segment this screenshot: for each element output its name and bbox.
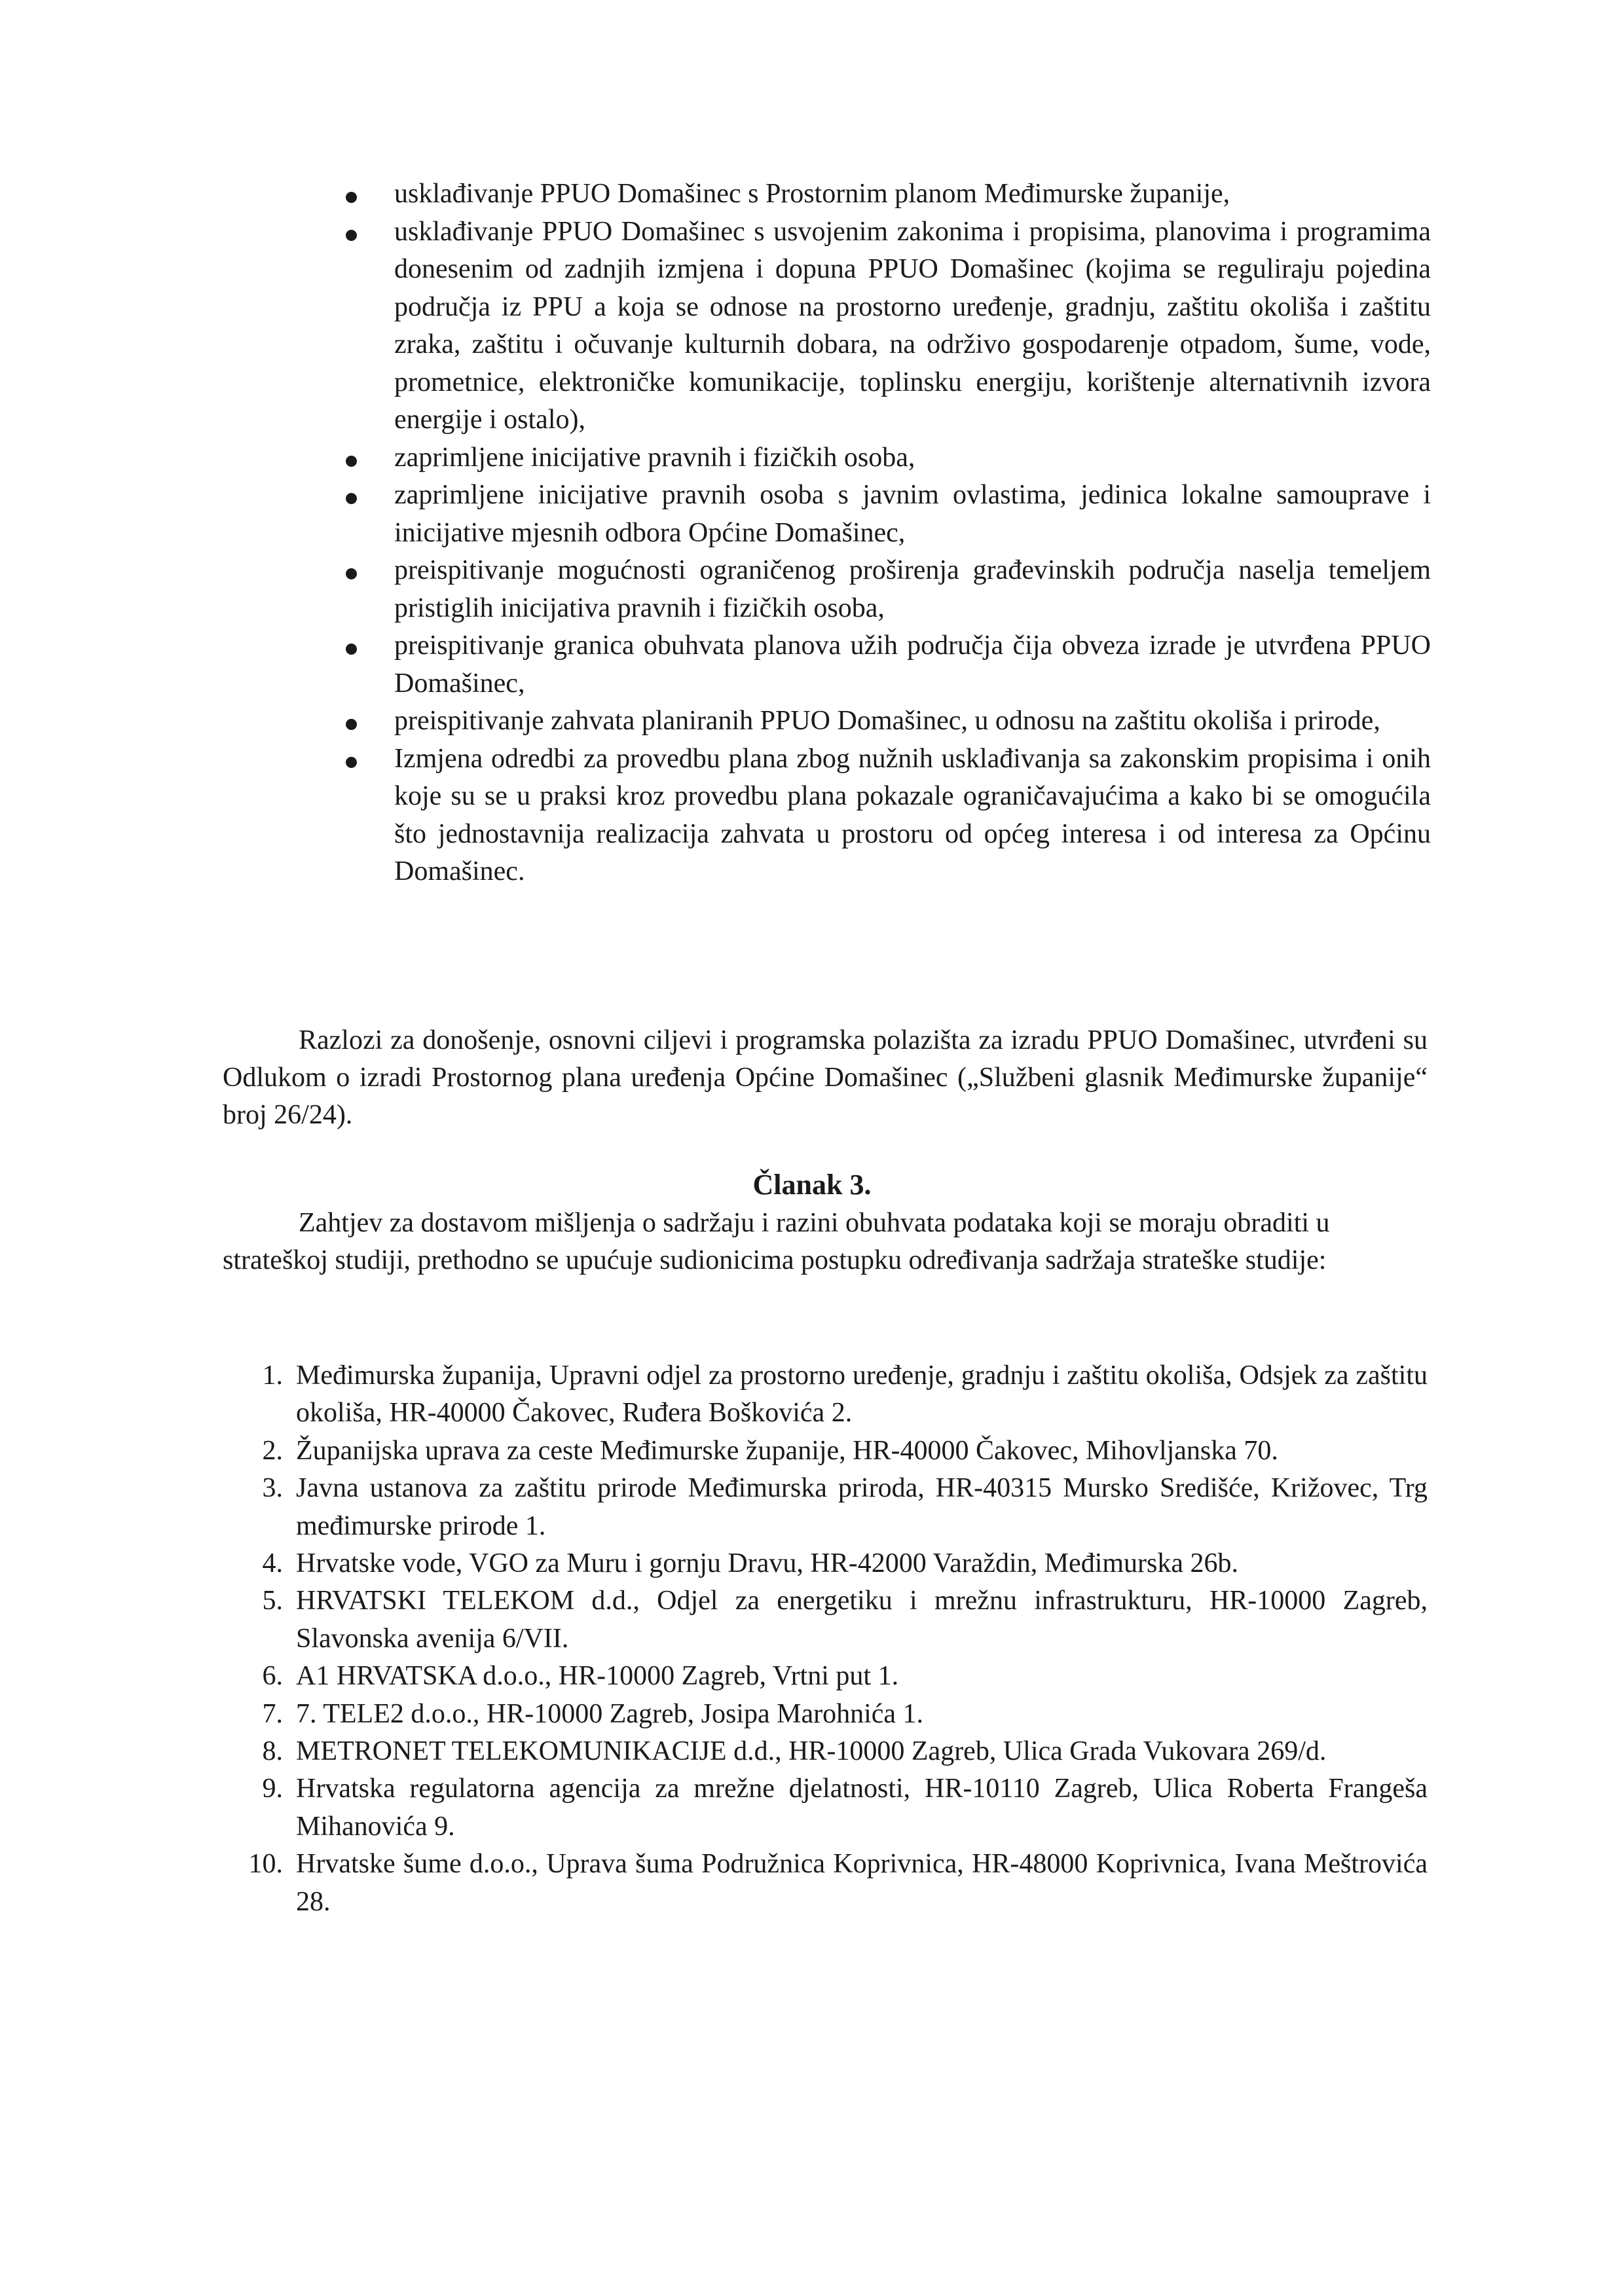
item-number: 2.	[262, 1435, 283, 1466]
item-text: Hrvatske šume d.o.o., Uprava šuma Podružnica Koprivnica, HR-48000 Koprivnica, Ivana Meštrovića 28.	[296, 1849, 1428, 1917]
item-number: 5.	[262, 1586, 283, 1616]
bullet-item	[341, 213, 1431, 439]
item-number: 8.	[262, 1736, 283, 1767]
bullet-icon	[346, 757, 357, 768]
bullet-item	[341, 439, 1431, 477]
list-item	[241, 1432, 1428, 1470]
bullet-item	[341, 477, 1431, 552]
article-intro: Zahtjev za dostavom mišljenja o sadržaju i razini obuhvata podataka koji se moraju obraditi u strateškoj studiji, prethodno se upućuje sudionicima postupku određivanja sadržaja strateške studije:	[223, 1208, 1330, 1275]
bullet-list	[341, 175, 1431, 891]
bullet-text: Izmjena odredbi za provedbu plana zbog nužnih usklađivanja sa zakonskim propisima i onih koje su se u praksi kroz provedbu plana pokazale ograničavajućima a kako bi se omogućila što jednostavnija realizacija zahvata u prostoru od općeg interesa i od interesa za Općinu Domašinec.	[394, 743, 1431, 886]
item-number: 7.	[262, 1698, 283, 1729]
list-item	[241, 1658, 1428, 1695]
item-text: HRVATSKI TELEKOM d.d., Odjel za energetiku i mrežnu infrastrukturu, HR-10000 Zagreb, Slavonska avenija 6/VII.	[296, 1586, 1428, 1654]
item-text: Županijska uprava za ceste Međimurske županije, HR-40000 Čakovec, Mihovljanska 70.	[296, 1435, 1278, 1466]
bullet-item	[341, 627, 1431, 702]
list-item	[241, 1357, 1428, 1432]
bullet-item	[341, 740, 1431, 891]
list-item	[241, 1545, 1428, 1582]
item-text: Hrvatska regulatorna agencija za mrežne djelatnosti, HR-10110 Zagreb, Ulica Roberta Frangeša Mihanovića 9.	[296, 1774, 1428, 1842]
bullet-icon	[346, 230, 357, 241]
bullet-icon	[346, 493, 357, 504]
item-number: 3.	[262, 1473, 283, 1504]
list-item	[241, 1733, 1428, 1770]
item-text: Javna ustanova za zaštitu prirode Međimurska priroda, HR-40315 Mursko Središće, Križovec, Trg međimurske prirode 1.	[296, 1473, 1428, 1541]
item-number: 6.	[262, 1661, 283, 1692]
item-text: 7. TELE2 d.o.o., HR-10000 Zagreb, Josipa Marohnića 1.	[296, 1698, 924, 1729]
list-item	[241, 1846, 1428, 1921]
bullet-icon	[346, 568, 357, 579]
bullet-item	[341, 552, 1431, 627]
list-item	[241, 1696, 1428, 1733]
bullet-item	[341, 702, 1431, 740]
item-number: 10.	[248, 1849, 283, 1880]
bullet-text: zaprimljene inicijative pravnih i fizičkih osoba,	[394, 442, 915, 473]
item-text: METRONET TELEKOMUNIKACIJE d.d., HR-10000 Zagreb, Ulica Grada Vukovara 269/d.	[296, 1736, 1327, 1767]
list-item	[241, 1770, 1428, 1846]
bullet-text: usklađivanje PPUO Domašinec s usvojenim zakonima i propisima, planovima i programima donesenim od zadnjih izmjena i dopuna PPUO Domašinec (kojima se reguliraju pojedina područja iz PPU a koja se odnose na prostorno uređenje, gradnju, zaštitu okoliša i zaštitu zraka, zaštitu i očuvanje kulturnih dobara, na održivo gospodarenje otpadom, šume, vode, prometnice, elektroničke komunikacije, toplinsku energiju, korištenje alternativnih izvora energije i ostalo),	[394, 216, 1431, 435]
list-item	[241, 1582, 1428, 1658]
article-heading: Članak 3.	[752, 1169, 872, 1201]
recipients-list	[241, 1357, 1428, 1921]
bullet-text: preispitivanje mogućnosti ograničenog proširenja građevinskih područja naselja temeljem pristiglih inicijativa pravnih i fizičkih osoba,	[394, 555, 1431, 623]
bullet-text: zaprimljene inicijative pravnih osoba s javnim ovlastima, jedinica lokalne samouprave i inicijative mjesnih odbora Općine Domašinec,	[394, 480, 1431, 548]
bullet-text: preispitivanje zahvata planiranih PPUO Domašinec, u odnosu na zaštitu okoliša i prirode,	[394, 706, 1380, 736]
bullet-text: usklađivanje PPUO Domašinec s Prostornim planom Međimurske županije,	[394, 179, 1230, 209]
item-number: 1.	[262, 1360, 283, 1391]
bullet-icon	[346, 644, 357, 655]
bullet-item	[341, 175, 1431, 213]
bullet-icon	[346, 456, 357, 467]
bullet-icon	[346, 192, 357, 203]
bullet-icon	[346, 719, 357, 730]
list-item	[241, 1470, 1428, 1545]
item-number: 4.	[262, 1548, 283, 1579]
item-text: Hrvatske vode, VGO za Muru i gornju Dravu, HR-42000 Varaždin, Međimurska 26b.	[296, 1548, 1239, 1579]
reasons-paragraph: Razlozi za donošenje, osnovni ciljevi i programska polazišta za izradu PPUO Domašinec, utvrđeni su Odlukom o izradi Prostornog plana uređenja Općine Domašinec („Službeni glasnik Međimurske županije“ broj 26/24).	[223, 1025, 1428, 1130]
item-text: A1 HRVATSKA d.o.o., HR-10000 Zagreb, Vrtni put 1.	[296, 1661, 899, 1692]
item-number: 9.	[262, 1774, 283, 1804]
item-text: Međimurska županija, Upravni odjel za prostorno uređenje, gradnju i zaštitu okoliša, Odsjek za zaštitu okoliša, HR-40000 Čakovec, Ruđera Boškovića 2.	[296, 1360, 1428, 1429]
bullet-text: preispitivanje granica obuhvata planova užih područja čija obveza izrade je utvrđena PPUO Domašinec,	[394, 630, 1431, 699]
